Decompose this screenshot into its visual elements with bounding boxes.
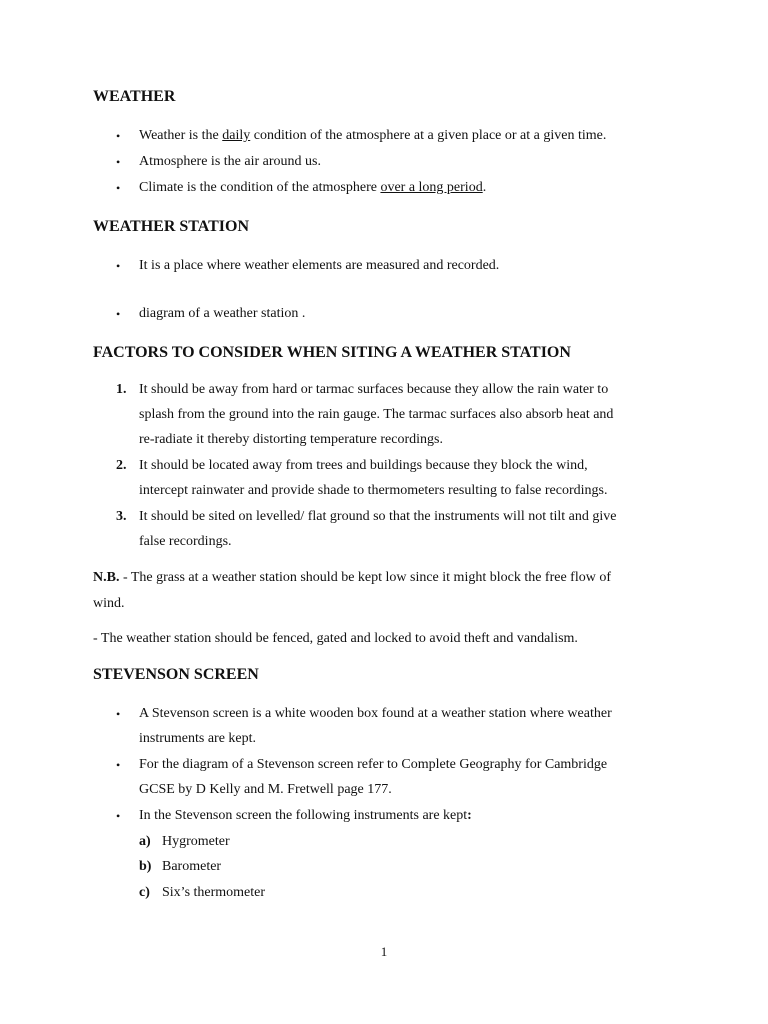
underlined-text: over a long period	[380, 180, 483, 195]
bullet-icon: •	[116, 707, 121, 721]
text: Weather is the	[139, 128, 223, 143]
instrument-label: a)	[139, 834, 151, 849]
station-bullet-1: It is a place where weather elements are measured and recorded.	[139, 258, 500, 273]
instrument-hygrometer: Hygrometer	[162, 834, 230, 849]
stevenson-bullet-1-line-1: A Stevenson screen is a white wooden box found at a weather station where weather	[139, 706, 612, 721]
factor-1-line-3: re-radiate it thereby distorting temperature recordings.	[139, 432, 443, 447]
factor-3-line-1: It should be sited on levelled/ flat ground so that the instruments will not tilt and give	[139, 509, 617, 524]
text: condition of the atmosphere at a given place or at a given time.	[250, 128, 607, 143]
list-number: 1.	[116, 382, 127, 397]
factor-1-line-2: splash from the ground into the rain gauge. The tarmac surfaces also absorb heat and	[139, 407, 614, 422]
factor-2-line-2: intercept rainwater and provide shade to thermometers resulting to false recordings.	[139, 483, 608, 498]
bullet-icon: •	[116, 758, 121, 772]
instrument-barometer: Barometer	[162, 859, 222, 874]
factor-1-line-1: It should be away from hard or tarmac surfaces because they allow the rain water to	[139, 382, 609, 397]
bullet-icon: •	[116, 307, 121, 321]
bullet-icon: •	[116, 259, 121, 273]
text: .	[482, 180, 487, 195]
instrument-sixs-thermometer: Six’s thermometer	[162, 885, 266, 900]
stevenson-bullet-3	[139, 806, 472, 826]
nb-label: N.B.	[93, 570, 120, 585]
list-number: 2.	[116, 458, 127, 473]
heading-factors: FACTORS TO CONSIDER WHEN SITING A WEATHER STATION	[93, 344, 571, 361]
page-number: 1	[380, 944, 388, 959]
colon: :	[467, 808, 472, 823]
text: Climate is the condition of the atmosphere	[139, 180, 381, 195]
instrument-label: c)	[139, 885, 150, 900]
stevenson-bullet-2-line-1: For the diagram of a Stevenson screen refer to Complete Geography for Cambridge	[139, 757, 608, 772]
instrument-label: b)	[139, 859, 152, 874]
stevenson-bullet-1-line-2: instruments are kept.	[139, 731, 257, 746]
weather-bullet-1	[139, 126, 606, 146]
weather-bullet-2: Atmosphere is the air around us.	[139, 154, 321, 169]
heading-weather: WEATHER	[93, 88, 176, 105]
text: In the Stevenson screen the following instruments are kept	[139, 808, 468, 823]
heading-weather-station: WEATHER STATION	[93, 218, 250, 235]
list-number: 3.	[116, 509, 127, 524]
fence-note: - The weather station should be fenced, gated and locked to avoid theft and vandalism.	[93, 631, 578, 646]
text: - The grass at a weather station should be kept low since it might block the free flow of	[119, 570, 612, 585]
bullet-icon: •	[116, 181, 121, 195]
bullet-icon: •	[116, 155, 121, 169]
stevenson-bullet-2-line-2: GCSE by D Kelly and M. Fretwell page 177.	[139, 782, 392, 797]
weather-bullet-3	[139, 178, 486, 198]
station-bullet-2: diagram of a weather station .	[139, 306, 306, 321]
underlined-text: daily	[222, 128, 251, 143]
nb-note-line-2: wind.	[93, 596, 125, 611]
factor-3-line-2: false recordings.	[139, 534, 232, 549]
bullet-icon: •	[116, 809, 121, 823]
heading-stevenson-screen: STEVENSON SCREEN	[93, 666, 259, 683]
bullet-icon: •	[116, 129, 121, 143]
nb-note	[93, 568, 611, 588]
factor-2-line-1: It should be located away from trees and buildings because they block the wind,	[139, 458, 588, 473]
